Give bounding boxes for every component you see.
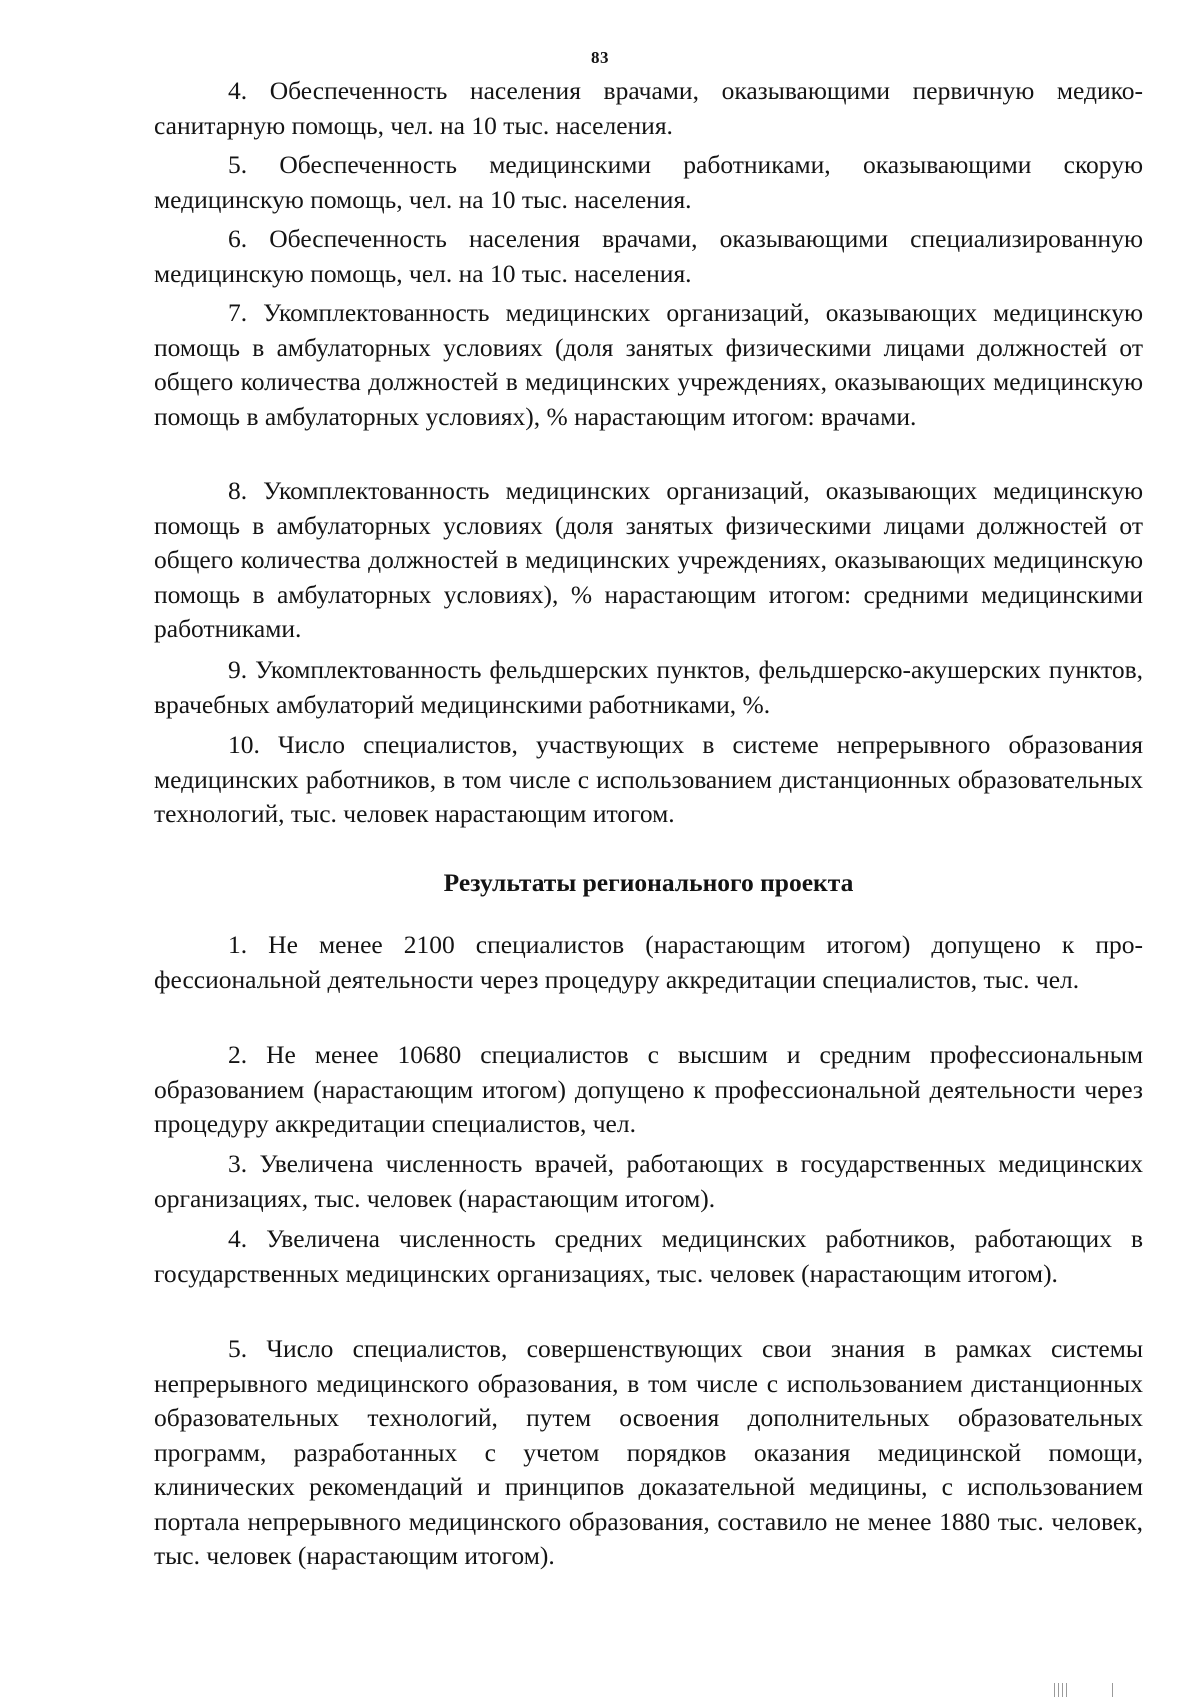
indicator-10: 10. Число специалистов, участвующих в системе непрерывного образования медицинских работников, в том числе с использованием дистанционных образовательных технологий, тыс. человек нарастающим итогом. [154, 730, 1143, 828]
result-1: 1. Не менее 2100 специалистов (нарастающим итогом) допущено к профессиональной деятельности через процедуру аккредитации специалистов, тыс. чел. [154, 930, 1143, 994]
indicator-5: 5. Обеспеченность медицинскими работниками, оказывающими скорую медицинскую помощь, чел. на 10 тыс. населения. [154, 150, 1143, 214]
page-number: 83 [591, 48, 609, 67]
indicator-7: 7. Укомплектованность медицинских организаций, оказывающих медицинскую помощь в амбулаторных условиях (доля занятых физическими лицами должностей от общего количества должностей в медицинских учреждениях, оказывающих медицинскую помощь в амбулаторных условиях), % нарастающим итогом: врачами. [154, 298, 1143, 431]
indicator-9: 9. Укомплектованность фельдшерских пунктов, фельдшерско-акушерских пунктов, врачебных амбулаторий медицинскими работниками, %. [154, 655, 1143, 719]
results-heading: Результаты регионального проекта [443, 868, 854, 897]
result-2: 2. Не менее 10680 специалистов с высшим и средним профессиональным образованием (нарастающим итогом) допущено к профессиональной деятельности через процедуру аккредитации специалистов, чел. [154, 1040, 1143, 1138]
result-3: 3. Увеличена численность врачей, работающих в государственных медицинских организациях, тыс. человек (нарастающим итогом). [154, 1149, 1143, 1213]
indicator-8: 8. Укомплектованность медицинских организаций, оказывающих медицинскую помощь в амбулаторных условиях (доля занятых физическими лицами должностей от общего количества должностей в медицинских учреждениях, оказывающих медицинскую помощь в амбулаторных условиях), % нарастающим итогом: средними медицинскими работниками. [154, 476, 1143, 643]
result-5: 5. Число специалистов, совершенствующих свои знания в рамках системы непрерывного медицинского образования, в том числе с использованием дистанционных образовательных технологий, путем освоения дополнительных образовательных программ, разработанных с учетом порядков оказания медицинской помощи, клинических рекомендаций и принципов доказательной медицины, с использованием портала непрерывного медицинского образования, составило не менее 1880 тыс. человек, тыс. человек (нарастающим итогом). [154, 1334, 1143, 1570]
scan-edge-marks [1054, 1681, 1114, 1697]
indicator-6: 6. Обеспеченность населения врачами, оказывающими специализированную медицинскую помощь, чел. на 10 тыс. населения. [154, 224, 1143, 288]
result-4: 4. Увеличена численность средних медицинских работников, работающих в государственных медицинских организациях, тыс. человек (нарастающим итогом). [154, 1224, 1143, 1288]
indicator-4: 4. Обеспеченность населения врачами, оказывающими первичную медико-санитарную помощь, чел. на 10 тыс. населения. [154, 76, 1143, 140]
